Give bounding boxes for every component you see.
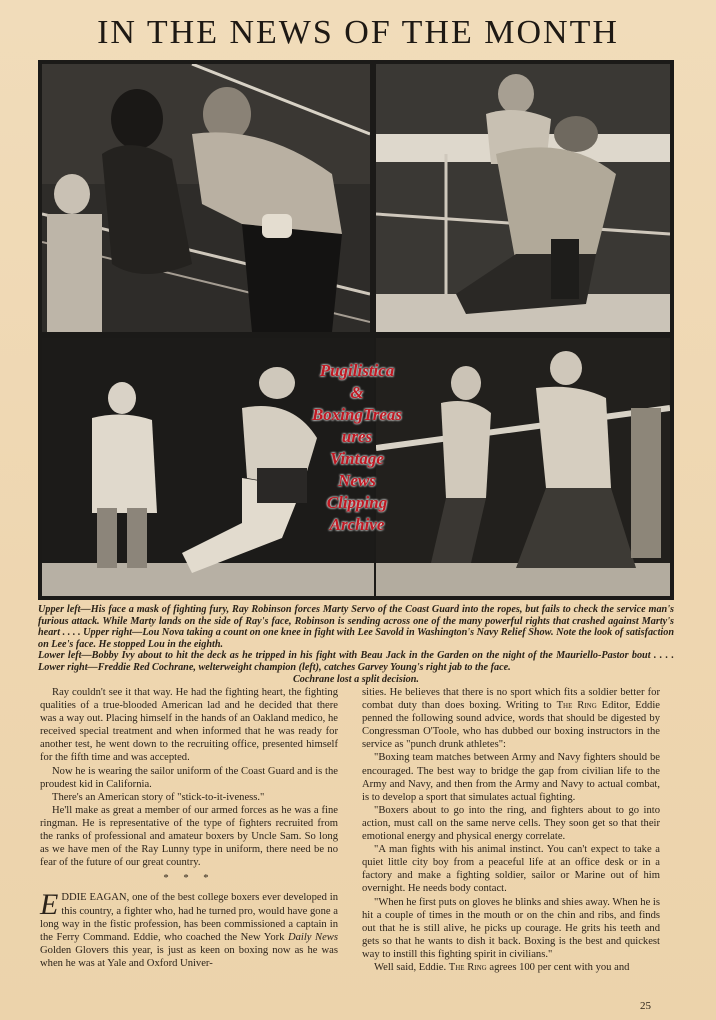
lead-in: DDIE EAGAN <box>61 892 127 904</box>
paragraph: "A man fights with his animal instinct. You can't expect to take a quiet little city boy from a peaceful life at an office desk or in a factory and make a fighting soldier, sailor or Marine out of him overnight. He needs body contact. <box>362 844 660 895</box>
magazine-name: The Ring <box>556 700 597 712</box>
watermark-line: BoxingTreas <box>311 405 403 424</box>
article-column-left <box>40 686 338 970</box>
magazine-name: The Ring <box>448 961 487 973</box>
archive-watermark <box>262 360 452 536</box>
paragraph <box>362 961 660 974</box>
paragraph: "Boxing team matches between Army and Navy fighters should be encouraged. The best way to bridge the gap from civilian life to the Army and Navy, and then from the Army and Navy to actual combat, is to develop a sport that simulates actual fighting. <box>362 752 660 803</box>
text-run: , one of the best college boxers ever developed in this country, a fighter who, had he turned pro, would have gone a long way in the fistic profession, has been commissioned a captain in the Ferry Command. Eddie, who coached the New York <box>40 892 338 943</box>
text-run: Golden Glovers this year, is just as keen on boxing now as he was when he was at Yale and Oxford Univer- <box>40 944 338 969</box>
section-break: * * * <box>163 873 215 885</box>
watermark-line: ures <box>341 427 373 446</box>
paragraph: Now he is wearing the sailor uniform of the Coast Guard and is the proudest kid in California. <box>40 765 338 790</box>
paragraph: "Boxers about to go into the ring, and fighters about to go into action, must call on the same nerve cells. They soon get so that their emotional energy and physical energy correlate. <box>362 804 660 843</box>
text-run: Editor, Eddie penned the following sound advice, words that should be digested by Congressman O'Toole, who has dubbed our boxing instructors in the service as "punch drunk athletes": <box>362 700 660 751</box>
drop-cap: E <box>40 888 59 922</box>
page-number: 25 <box>640 1000 651 1012</box>
watermark-line: & <box>350 383 364 402</box>
photo-caption <box>38 604 674 685</box>
watermark-line: Pugilistica <box>319 361 395 380</box>
caption-closing: Cochrane lost a split decision. <box>293 673 419 685</box>
paragraph: "When he first puts on gloves he blinks and shies away. When he is hit a couple of times in the mouth or on the chin and ribs, and finds out that he is still alive, he picks up courage. He grits his teeth and gets so that he wants to dish it back. Boxing is the best and quickest way to instill this fighting spirit in civilians." <box>362 896 660 960</box>
article-column-right <box>362 686 660 974</box>
caption-lower: Lower left—Bobby Ivy about to hit the deck as he tripped in his fight with Beau Jack in the Garden on the night of the Mauriello-Pastor bout . . . . Lower right—Freddie Red Cochrane, welterweight champion (left), catches Garvey Young's right jab to the face. <box>38 650 674 673</box>
paragraph-eagan <box>40 888 338 970</box>
paragraph: He'll make as great a member of our armed forces as he was a fine ringman. He is representative of the type of fighters recruited from the ranks of professional and amateur boxers by Uncle Sam. So long as we have men of the Ray Lunny type in uniform, there need be no fear of the future of our great country. <box>40 804 338 869</box>
photo-upper-right <box>376 64 670 332</box>
caption-upper: Upper left—His face a mask of fighting fury, Ray Robinson forces Marty Servo of the Coast Guard into the ropes, but fails to check the service man's furious attack. While Marty lands on the side of Ray's face, Robinson is sending across one of the many powerful rights that crashed against Marty's heart . . . . Upper right—Lou Nova taking a count on one knee in fight with Lee Savold in Washington's Navy Relief Show. Note the look of satisfaction on Lee's face. He stopped Lou in the eighth. <box>38 604 674 650</box>
photo-upper-left <box>42 64 370 332</box>
watermark-line: Clipping <box>326 493 388 512</box>
watermark-line: News <box>338 471 376 490</box>
text-run: Well said, Eddie. <box>374 961 449 973</box>
text-run: sities. He believes that there is no sport which fits a soldier better for combat duty than does boxing. Writing to <box>362 687 660 712</box>
paragraph <box>362 686 660 751</box>
watermark-line: Vintage <box>330 449 384 468</box>
paragraph: There's an American story of "stick-to-it-iveness." <box>52 791 265 803</box>
publication-name: Daily News <box>287 931 338 943</box>
text-run: agrees 100 per cent with you and <box>486 961 630 973</box>
page-headline: IN THE NEWS OF THE MONTH <box>97 14 619 51</box>
paragraph: Ray couldn't see it that way. He had the fighting heart, the fighting qualities of a true-blooded American lad and he decided that there was a way out. Placing himself in the hands of an Oakland medico, he received special treatment and when informed that he was ready for another test, he went down to the recruiting office, presented himself for the fifth time and was accepted. <box>40 687 338 764</box>
watermark-line: Archive <box>329 515 385 534</box>
